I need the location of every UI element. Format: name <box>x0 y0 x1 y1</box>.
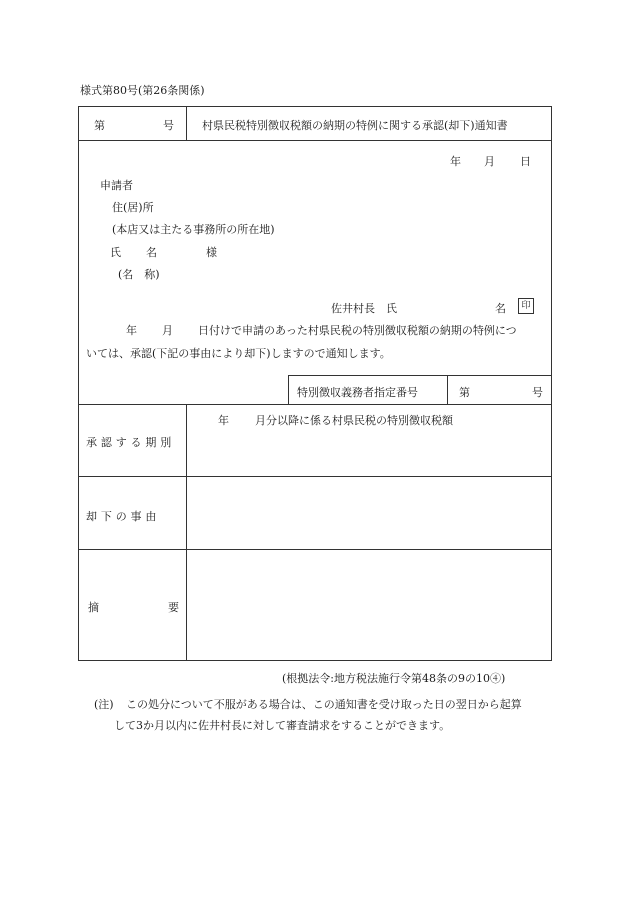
body-month: 月 <box>162 324 173 337</box>
lower-rows-label-divider <box>186 404 187 661</box>
header-dai: 第 <box>94 119 105 132</box>
applicant-sama: 様 <box>206 246 217 259</box>
rejection-reason-label: 却下の事由 <box>86 510 161 523</box>
applicant-address-note: (本店又は主たる事務所の所在地) <box>112 223 275 236</box>
header-vertical-divider <box>186 106 187 140</box>
note-line-2: して3か月以内に佐井村長に対して審査請求をすることができます。 <box>114 719 451 732</box>
rejection-row-top-line <box>78 476 552 477</box>
withholder-left-line <box>288 375 289 404</box>
withholder-top-line <box>288 375 552 376</box>
withholder-go: 号 <box>532 386 543 399</box>
date-month: 月 <box>484 155 495 168</box>
summary-label-2: 要 <box>168 601 179 614</box>
withholder-mid-line <box>447 375 448 404</box>
issuer-mei: 名 <box>495 302 506 315</box>
body-year: 年 <box>126 324 137 337</box>
issuer-mayor: 佐井村長 氏 <box>331 302 397 315</box>
date-year: 年 <box>450 155 461 168</box>
date-day: 日 <box>520 155 531 168</box>
header-go: 号 <box>163 119 174 132</box>
applicant-name-label-1: 氏 <box>110 246 121 259</box>
body-line-2: いては、承認(下記の事由により却下)しますので通知します。 <box>86 347 391 360</box>
body-line-1: 日付けで申請のあった村県民税の特別徴収税額の納期の特例につ <box>198 324 517 337</box>
applicant-address-label: 住(居)所 <box>112 201 154 214</box>
applicant-company-name: (名 称) <box>118 268 160 281</box>
approval-period-year: 年 <box>218 414 229 427</box>
approval-row-top-line <box>78 404 552 405</box>
note-label: (注) <box>94 698 114 711</box>
summary-label-1: 摘 <box>88 601 99 614</box>
withholder-label: 特別徴収義務者指定番号 <box>297 386 418 399</box>
legal-basis: (根拠法令:地方税法施行令第48条の9の10④) <box>282 672 506 685</box>
header-divider <box>78 140 552 141</box>
document-title: 村県民税特別徴収税額の納期の特例に関する承認(却下)通知書 <box>202 119 508 132</box>
applicant-name-label-2: 名 <box>146 246 157 259</box>
form-number: 様式第80号(第26条関係) <box>80 84 205 97</box>
seal-stamp-box: 印 <box>518 298 534 314</box>
approval-period-text: 月分以降に係る村県民税の特別徴収税額 <box>255 414 453 427</box>
applicant-label: 申請者 <box>100 179 133 192</box>
approval-period-label: 承認する期別 <box>86 436 176 449</box>
summary-row-top-line <box>78 549 552 550</box>
note-line-1: この処分について不服がある場合は、この通知書を受け取った日の翌日から起算 <box>126 698 522 711</box>
withholder-dai: 第 <box>459 386 470 399</box>
